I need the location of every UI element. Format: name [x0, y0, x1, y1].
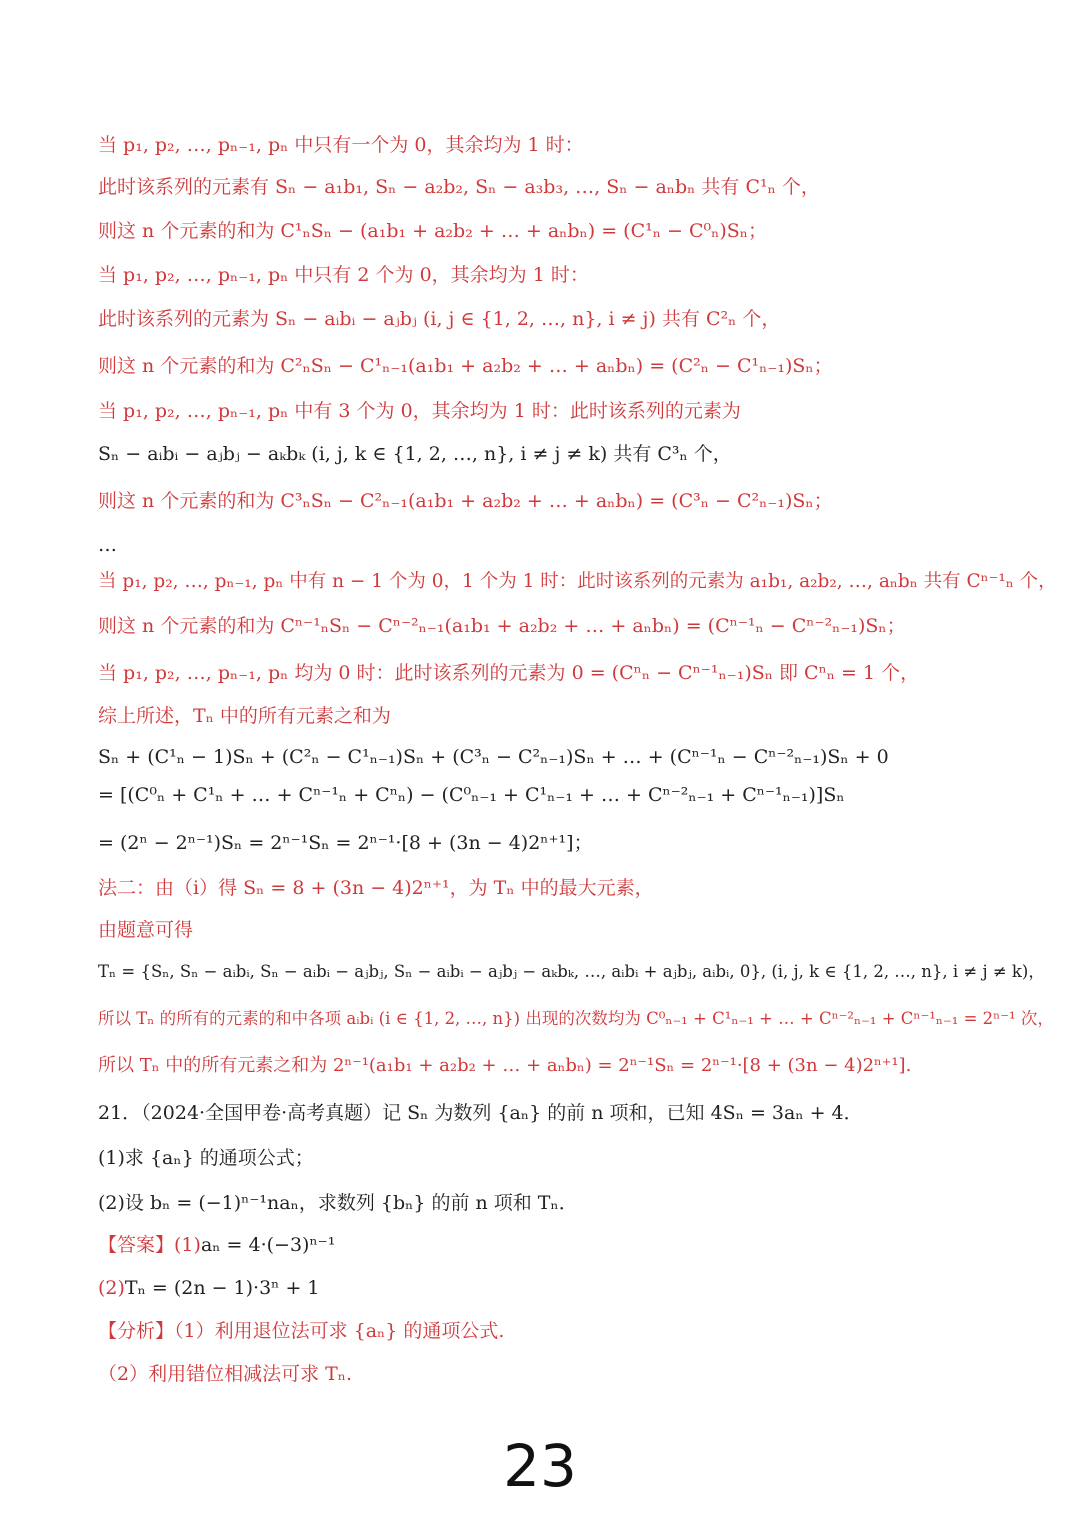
question-part-1: (1)求 {aₙ} 的通项公式；	[98, 1147, 314, 1169]
text-line: 当 p₁, p₂, …, pₙ₋₁, pₙ 中只有一个为 0，其余均为 1 时：	[98, 134, 584, 156]
text-line: 综上所述，Tₙ 中的所有元素之和为	[98, 705, 391, 727]
text-line: 当 p₁, p₂, …, pₙ₋₁, pₙ 中只有 2 个为 0，其余均为 1 时：	[98, 264, 589, 286]
answer-part1-formula: aₙ = 4·(−3)ⁿ⁻¹	[200, 1234, 336, 1256]
text-line: 则这 n 个元素的和为 C²ₙSₙ − C¹ₙ₋₁(a₁b₁ + a₂b₂ + … + aₙbₙ) = (C²ₙ − C¹ₙ₋₁)Sₙ；	[98, 355, 833, 377]
text-line: 则这 n 个元素的和为 C³ₙSₙ − C²ₙ₋₁(a₁b₁ + a₂b₂ + … + aₙbₙ) = (C³ₙ − C²ₙ₋₁)Sₙ；	[98, 490, 833, 512]
text-line: 则这 n 个元素的和为 C¹ₙSₙ − (a₁b₁ + a₂b₂ + … + aₙbₙ) = (C¹ₙ − C⁰ₙ)Sₙ；	[98, 220, 767, 242]
question-21: 21．（2024·全国甲卷·高考真题）记 Sₙ 为数列 {aₙ} 的前 n 项和，已知 4Sₙ = 3aₙ + 4．	[98, 1102, 863, 1124]
text-line: 当 p₁, p₂, …, pₙ₋₁, pₙ 均为 0 时：此时该系列的元素为 0 = (Cⁿₙ − Cⁿ⁻¹ₙ₋₁)Sₙ 即 Cⁿₙ = 1 个，	[98, 662, 920, 684]
math-line: = (2ⁿ − 2ⁿ⁻¹)Sₙ = 2ⁿ⁻¹Sₙ = 2ⁿ⁻¹·[8 + (3n − 4)2ⁿ⁺¹]；	[98, 832, 593, 854]
text-line: 当 p₁, p₂, …, pₙ₋₁, pₙ 中有 n − 1 个为 0，1 个为 1 时：此时该系列的元素为 a₁b₁, a₂b₂, …, aₙbₙ 共有 Cⁿ⁻¹ₙ 个，	[98, 571, 1057, 592]
text-line: 由题意可得	[98, 919, 194, 941]
answer-part2-prefix: (2)	[98, 1277, 125, 1299]
answer-tag: 【答案】	[98, 1234, 175, 1256]
answer-line-2	[98, 1274, 320, 1302]
page-number: 23	[503, 1432, 577, 1500]
analysis-line	[98, 1317, 504, 1345]
text-line: 所以 Tₙ 的所有的元素的和中各项 aᵢbᵢ (i ∈ {1, 2, …, n}) 出现的次数均为 C⁰ₙ₋₁ + C¹ₙ₋₁ + … + Cⁿ⁻²ₙ₋₁ + Cⁿ⁻¹ₙ₋₁ = 2ⁿ⁻¹ 次，	[98, 1009, 1054, 1028]
math-line: Sₙ + (C¹ₙ − 1)Sₙ + (C²ₙ − C¹ₙ₋₁)Sₙ + (C³ₙ − C²ₙ₋₁)Sₙ + … + (Cⁿ⁻¹ₙ − Cⁿ⁻²ₙ₋₁)Sₙ + 0	[98, 746, 889, 768]
answer-part2-formula: Tₙ = (2n − 1)·3ⁿ + 1	[124, 1277, 320, 1299]
text-line: 此时该系列的元素有 Sₙ − a₁b₁, Sₙ − a₂b₂, Sₙ − a₃b₃, …, Sₙ − aₙbₙ 共有 C¹ₙ 个，	[98, 176, 820, 198]
analysis-text-1: （1）利用退位法可求 {aₙ} 的通项公式.	[174, 1320, 505, 1342]
math-line: Tₙ = {Sₙ, Sₙ − aᵢbᵢ, Sₙ − aᵢbᵢ − aⱼbⱼ, Sₙ − aᵢbᵢ − aⱼbⱼ − aₖbₖ, …, aᵢbᵢ + aⱼbⱼ, aᵢbᵢ, 0}, (i, j, k ∈ {1, 2, …, n}, i ≠ j ≠ k)，	[98, 962, 1045, 981]
text-line: 所以 Tₙ 中的所有元素之和为 2ⁿ⁻¹(a₁b₁ + a₂b₂ + … + aₙbₙ) = 2ⁿ⁻¹Sₙ = 2ⁿ⁻¹·[8 + (3n − 4)2ⁿ⁺¹].	[98, 1055, 912, 1076]
question-part-2: (2)设 bₙ = (−1)ⁿ⁻¹naₙ，求数列 {bₙ} 的前 n 项和 Tₙ．	[98, 1192, 578, 1214]
math-line: Sₙ − aᵢbᵢ − aⱼbⱼ − aₖbₖ (i, j, k ∈ {1, 2, …, n}, i ≠ j ≠ k) 共有 C³ₙ 个，	[98, 443, 732, 465]
text-line: 则这 n 个元素的和为 Cⁿ⁻¹ₙSₙ − Cⁿ⁻²ₙ₋₁(a₁b₁ + a₂b₂ + … + aₙbₙ) = (Cⁿ⁻¹ₙ − Cⁿ⁻²ₙ₋₁)Sₙ；	[98, 615, 906, 637]
math-line: = [(C⁰ₙ + C¹ₙ + … + Cⁿ⁻¹ₙ + Cⁿₙ) − (C⁰ₙ₋₁ + C¹ₙ₋₁ + … + Cⁿ⁻²ₙ₋₁ + Cⁿ⁻¹ₙ₋₁)]Sₙ	[98, 784, 845, 806]
ellipsis-line: …	[98, 534, 117, 556]
text-line: 法二：由（i）得 Sₙ = 8 + (3n − 4)2ⁿ⁺¹，为 Tₙ 中的最大元素，	[98, 877, 654, 899]
analysis-tag: 【分析】	[98, 1320, 175, 1342]
answer-part1-prefix: (1)	[174, 1234, 201, 1256]
answer-line	[98, 1231, 335, 1259]
text-line: 此时该系列的元素为 Sₙ − aᵢbᵢ − aⱼbⱼ (i, j ∈ {1, 2, …, n}, i ≠ j) 共有 C²ₙ 个，	[98, 308, 781, 330]
analysis-text-2: （2）利用错位相减法可求 Tₙ.	[98, 1363, 353, 1385]
text-line: 当 p₁, p₂, …, pₙ₋₁, pₙ 中有 3 个为 0，其余均为 1 时：此时该系列的元素为	[98, 400, 741, 422]
